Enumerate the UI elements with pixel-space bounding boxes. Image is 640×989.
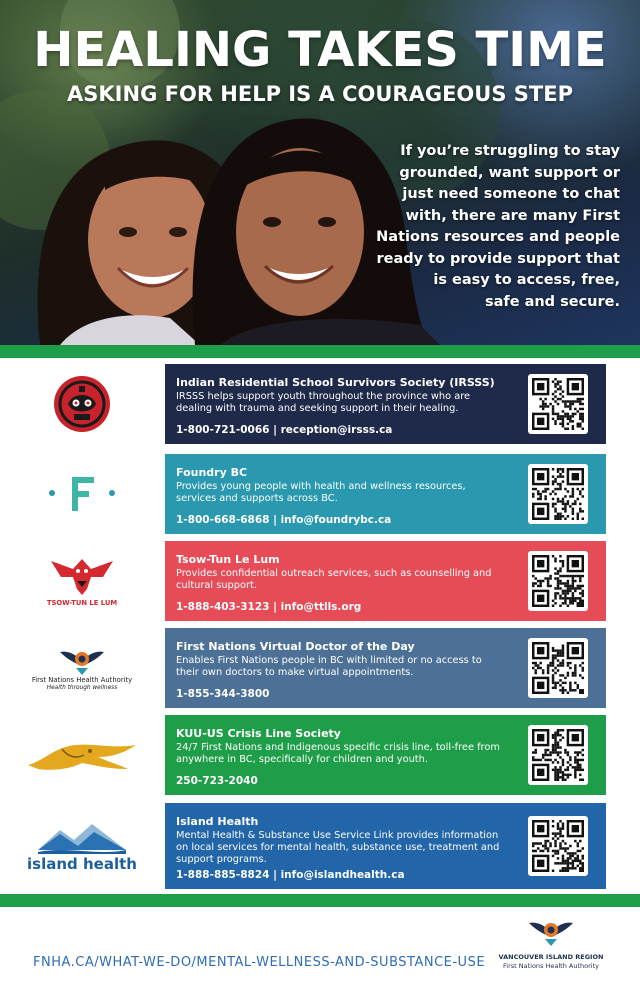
foundry-f-icon [42,469,122,519]
resource-kuu-us [0,715,640,795]
hero-banner [0,0,640,345]
resource-description: Provides confidential outreach services, such as counselling and cultural support. [176,568,492,591]
qr-code-icon [532,642,584,694]
resource-virtual-doctor [0,628,640,708]
resource-description: Provides young people with health and wellness resources, services and supports across BC. [176,481,466,504]
resource-tsow-tun-le-lum [0,541,640,621]
resource-card [165,364,606,444]
resource-description: IRSSS helps support youth throughout the province who are dealing with trauma and seeking support in their healing. [176,391,471,414]
resource-contact[interactable]: 1-800-668-6868 | info@foundrybc.ca [176,514,392,526]
hero-body-line: with, there are many First [405,207,620,224]
resource-logo [14,454,150,534]
resource-contact[interactable]: 1-800-721-0066 | reception@irsss.ca [176,424,393,436]
qr-code[interactable] [528,816,588,876]
resource-contact[interactable]: 1-888-885-8824 | info@islandhealth.ca [176,869,405,881]
resource-description: 24/7 First Nations and Indigenous specific crisis line, toll-free from anywhere in BC, specifically for children and youth. [176,742,500,765]
resource-title: First Nations Virtual Doctor of the Day [176,640,415,653]
logo-caption: First Nations Health Authority [31,675,133,684]
hero-body-line: ready to provide support that [376,250,620,267]
hero-subtitle: ASKING FOR HELP IS A COURAGEOUS STEP [67,82,573,106]
logo-caption: island health [27,854,137,873]
qr-code[interactable] [528,374,588,434]
hero-body-line: safe and secure. [484,293,620,310]
resource-logo [14,364,150,444]
divider-bar [0,894,640,907]
hero-body-line: Nations resources and people [376,229,620,245]
fnha-eagle-icon [527,915,575,947]
qr-code[interactable] [528,725,588,785]
resource-description: Mental Health & Substance Use Service Link provides information on local services for mental health, substance use, treatment and support programs. [176,830,500,865]
resource-irsss [0,364,640,444]
resource-contact[interactable]: 1-888-403-3123 | info@ttlls.org [176,601,362,613]
footer-logo [496,915,606,971]
resource-title: KUU-US Crisis Line Society [176,727,341,740]
irsss-crest-icon [52,374,112,434]
hero-body-line: grounded, want support or [399,164,620,181]
footer-region: VANCOUVER ISLAND REGION [498,953,604,961]
resource-island-health [0,803,640,889]
footer-url-link[interactable]: FNHA.CA/WHAT-WE-DO/MENTAL-WELLNESS-AND-SUBSTANCE-USE [33,955,486,970]
thunderbird-icon [47,555,117,599]
qr-code-icon [532,555,584,607]
resource-logo [14,541,150,621]
qr-code-icon [532,820,584,872]
hero-body-line: just need someone to chat [402,186,620,202]
fnha-eagle-icon [58,644,106,676]
resource-contact[interactable]: 1-855-344-3800 [176,688,270,700]
divider-bar [0,345,640,358]
resource-logo [14,628,150,708]
resource-title: Island Health [176,815,259,828]
resource-title: Indian Residential School Survivors Society (IRSSS) [176,376,495,389]
resource-title: Foundry BC [176,466,248,479]
logo-tagline: Health through wellness [46,685,118,691]
resource-card [165,454,606,534]
qr-code[interactable] [528,464,588,524]
resource-card [165,541,606,621]
resource-logo [14,715,150,795]
logo-caption: TSOW-TUN LE LUM [46,598,118,607]
qr-code-icon [532,378,584,430]
hero-body-line: is easy to access, free, [433,272,620,288]
qr-code[interactable] [528,638,588,698]
resource-card [165,715,606,795]
resource-foundry [0,454,640,534]
footer-org: First Nations Health Authority [503,962,599,970]
resource-logo [14,803,150,889]
kuu-us-bird-icon [24,735,140,775]
hero-body-text [340,141,620,313]
hero-body-line: If you’re struggling to stay [400,143,620,159]
qr-code-icon [532,468,584,520]
resource-contact[interactable]: 250-723-2040 [176,775,258,787]
mountains-icon [38,820,126,854]
resource-description: Enables First Nations people in BC with limited or no access to their own doctors to make virtual appointments. [176,655,482,678]
qr-code-icon [532,729,584,781]
resource-card [165,628,606,708]
hero-title: HEALING TAKES TIME [33,22,607,78]
resource-card [165,803,606,889]
resource-title: Tsow-Tun Le Lum [176,553,280,566]
qr-code[interactable] [528,551,588,611]
